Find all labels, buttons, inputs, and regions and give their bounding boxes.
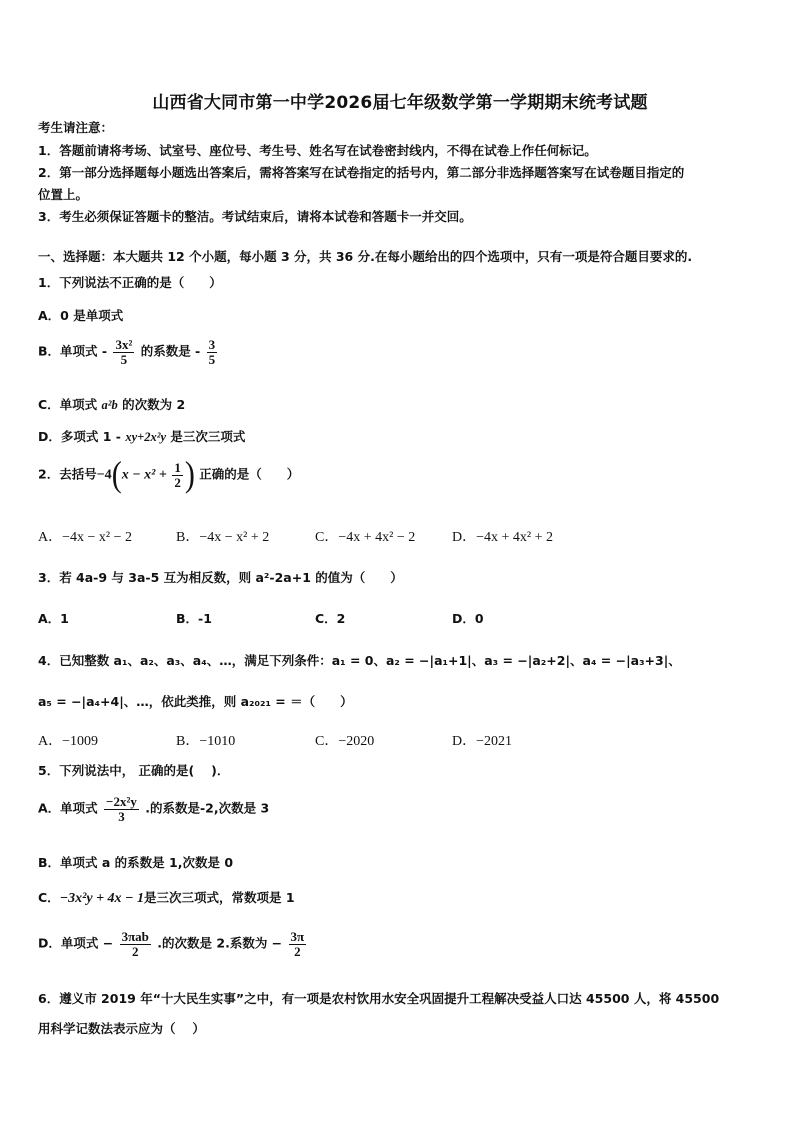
q5-option-b: B．单项式 a 的系数是 1,次数是 0 [38, 855, 234, 870]
q1-option-d [38, 427, 245, 445]
q1-d-prefix: D．多项式 1 - [38, 429, 126, 444]
notice-heading: 考生请注意： [38, 120, 114, 135]
section-heading: 一、选择题：本大题共 12 个小题，每小题 3 分，共 36 分.在每小题给出的四个选项中，只有一项是符合题目要求的. [38, 249, 693, 264]
notice-item-2: 2．第一部分选择题每小题选出答案后，需将答案写在试卷指定的括号内，第二部分非选择题答案写在试卷题目指定的 [38, 165, 685, 180]
q1-b-den: 5 [120, 351, 128, 367]
q2-option-d: D．−4x + 4x² + 2 [452, 530, 553, 545]
notice-item-3: 3．考生必须保证答题卡的整洁。考试结束后，请将本试卷和答题卡一并交回。 [38, 209, 472, 224]
q3-option-a: A．1 [38, 611, 69, 626]
q1-b-num: 3x² [115, 337, 133, 352]
q5-option-c [38, 888, 295, 907]
q5-a-num: −2x²y [106, 794, 137, 809]
q1-d-suffix: 是三次三项式 [166, 429, 246, 444]
notice-item-2-cont: 位置上。 [38, 187, 89, 202]
q1-b-mid: 的系数是 - [140, 343, 201, 359]
q1-c-prefix: C．单项式 [38, 397, 102, 412]
q5-option-a [38, 795, 269, 823]
q4-option-a: A．−1009 [38, 734, 99, 749]
q4-option-b: B．−1010 [176, 734, 236, 749]
q2-half-den: 2 [174, 474, 181, 490]
q5-d-den: 2 [131, 943, 139, 959]
q2-option-a: A．−4x − x² − 2 [38, 530, 132, 545]
q3-option-c: C．2 [315, 611, 346, 626]
q1-d-expr: xy+2x²y [125, 430, 167, 444]
q5-d-den2: 2 [294, 943, 301, 959]
q1-c-expr: a²b [101, 398, 118, 412]
q5-d-prefix: D．单项式 − [38, 935, 114, 951]
q1-b-fraction-2 [207, 338, 218, 366]
q5-stem: 5．下列说法中， 正确的是( )． [38, 763, 230, 778]
q5-c-expr: −3x²y + 4x − 1 [59, 891, 145, 906]
q6-line-1: 6．遵义市 2019 年“十大民生实事”之中，有一项是农村饮用水安全巩固提升工程解决受益人口达 45500 人，将 45500 [38, 991, 720, 1006]
q2-stem-inner: x − x² + [121, 467, 171, 483]
q1-option-c [38, 395, 185, 413]
q5-a-prefix: A．单项式 [38, 800, 98, 816]
q5-a-den: 3 [118, 808, 125, 824]
q2-stem-suffix: 正确的是（ ） [199, 466, 300, 482]
q6-line-2: 用科学记数法表示应为（ ） [38, 1021, 205, 1036]
q5-option-d [38, 930, 308, 958]
q2-option-c: C．−4x + 4x² − 2 [315, 530, 416, 545]
q1-stem: 1．下列说法不正确的是（ ） [38, 275, 222, 290]
q2-stem-expr: −4 [96, 467, 112, 483]
left-paren: ( [111, 454, 122, 495]
q2-option-b: B．−4x − x² + 2 [176, 530, 270, 545]
q3-option-d: D．0 [452, 611, 484, 626]
q5-a-suffix: .的系数是-2,次数是 3 [145, 800, 270, 816]
q1-b-fraction-1 [113, 338, 134, 366]
q5-c-suffix: 是三次三项式，常数项是 1 [144, 890, 295, 905]
page-title: 山西省大同市第一中学2026届七年级数学第一学期期末统考试题 [152, 93, 648, 113]
q1-c-suffix: 的次数为 2 [117, 397, 186, 412]
q3-option-b: B．-1 [176, 611, 212, 626]
q1-b-prefix: B．单项式 - [38, 343, 108, 359]
q5-c-prefix: C． [38, 890, 60, 905]
q5-d-mid: .的次数是 2.系数为 − [157, 935, 283, 951]
q5-a-fraction [104, 795, 139, 823]
q2-stem [38, 454, 300, 495]
q1-option-a: A．0 是单项式 [38, 308, 124, 323]
q5-d-fraction-2 [289, 930, 307, 958]
q4-option-c: C．−2020 [315, 734, 375, 749]
q5-d-num: 3πab [121, 929, 149, 944]
q1-b-num2: 3 [208, 337, 216, 352]
q4-option-d: D．−2021 [452, 734, 513, 749]
q2-half-fraction [172, 461, 183, 489]
q5-d-num2: 3π [290, 929, 305, 944]
q2-half-num: 1 [174, 459, 181, 475]
q4-stem-line-2: a₅ = −|a₄+4|、…，依此类推，则 a₂₀₂₁ = ＝（ ） [38, 694, 353, 709]
notice-item-1: 1．答题前请将考场、试室号、座位号、考生号、姓名写在试卷密封线内，不得在试卷上作任何标记。 [38, 143, 597, 158]
q1-b-den2: 5 [208, 351, 216, 367]
right-paren: ) [184, 454, 195, 495]
q5-d-fraction-1 [120, 930, 151, 958]
q2-stem-prefix: 2．去括号 [38, 466, 97, 482]
q3-stem: 3．若 4a-9 与 3a-5 互为相反数，则 a²-2a+1 的值为（ ） [38, 570, 403, 585]
q1-option-b [38, 338, 219, 366]
q4-stem-line-1: 4．已知整数 a₁、a₂、a₃、a₄、…，满足下列条件：a₁ = 0、a₂ = −|a₁+1|、a₃ = −|a₂+2|、a₄ = −|a₃+3|、 [38, 653, 681, 668]
